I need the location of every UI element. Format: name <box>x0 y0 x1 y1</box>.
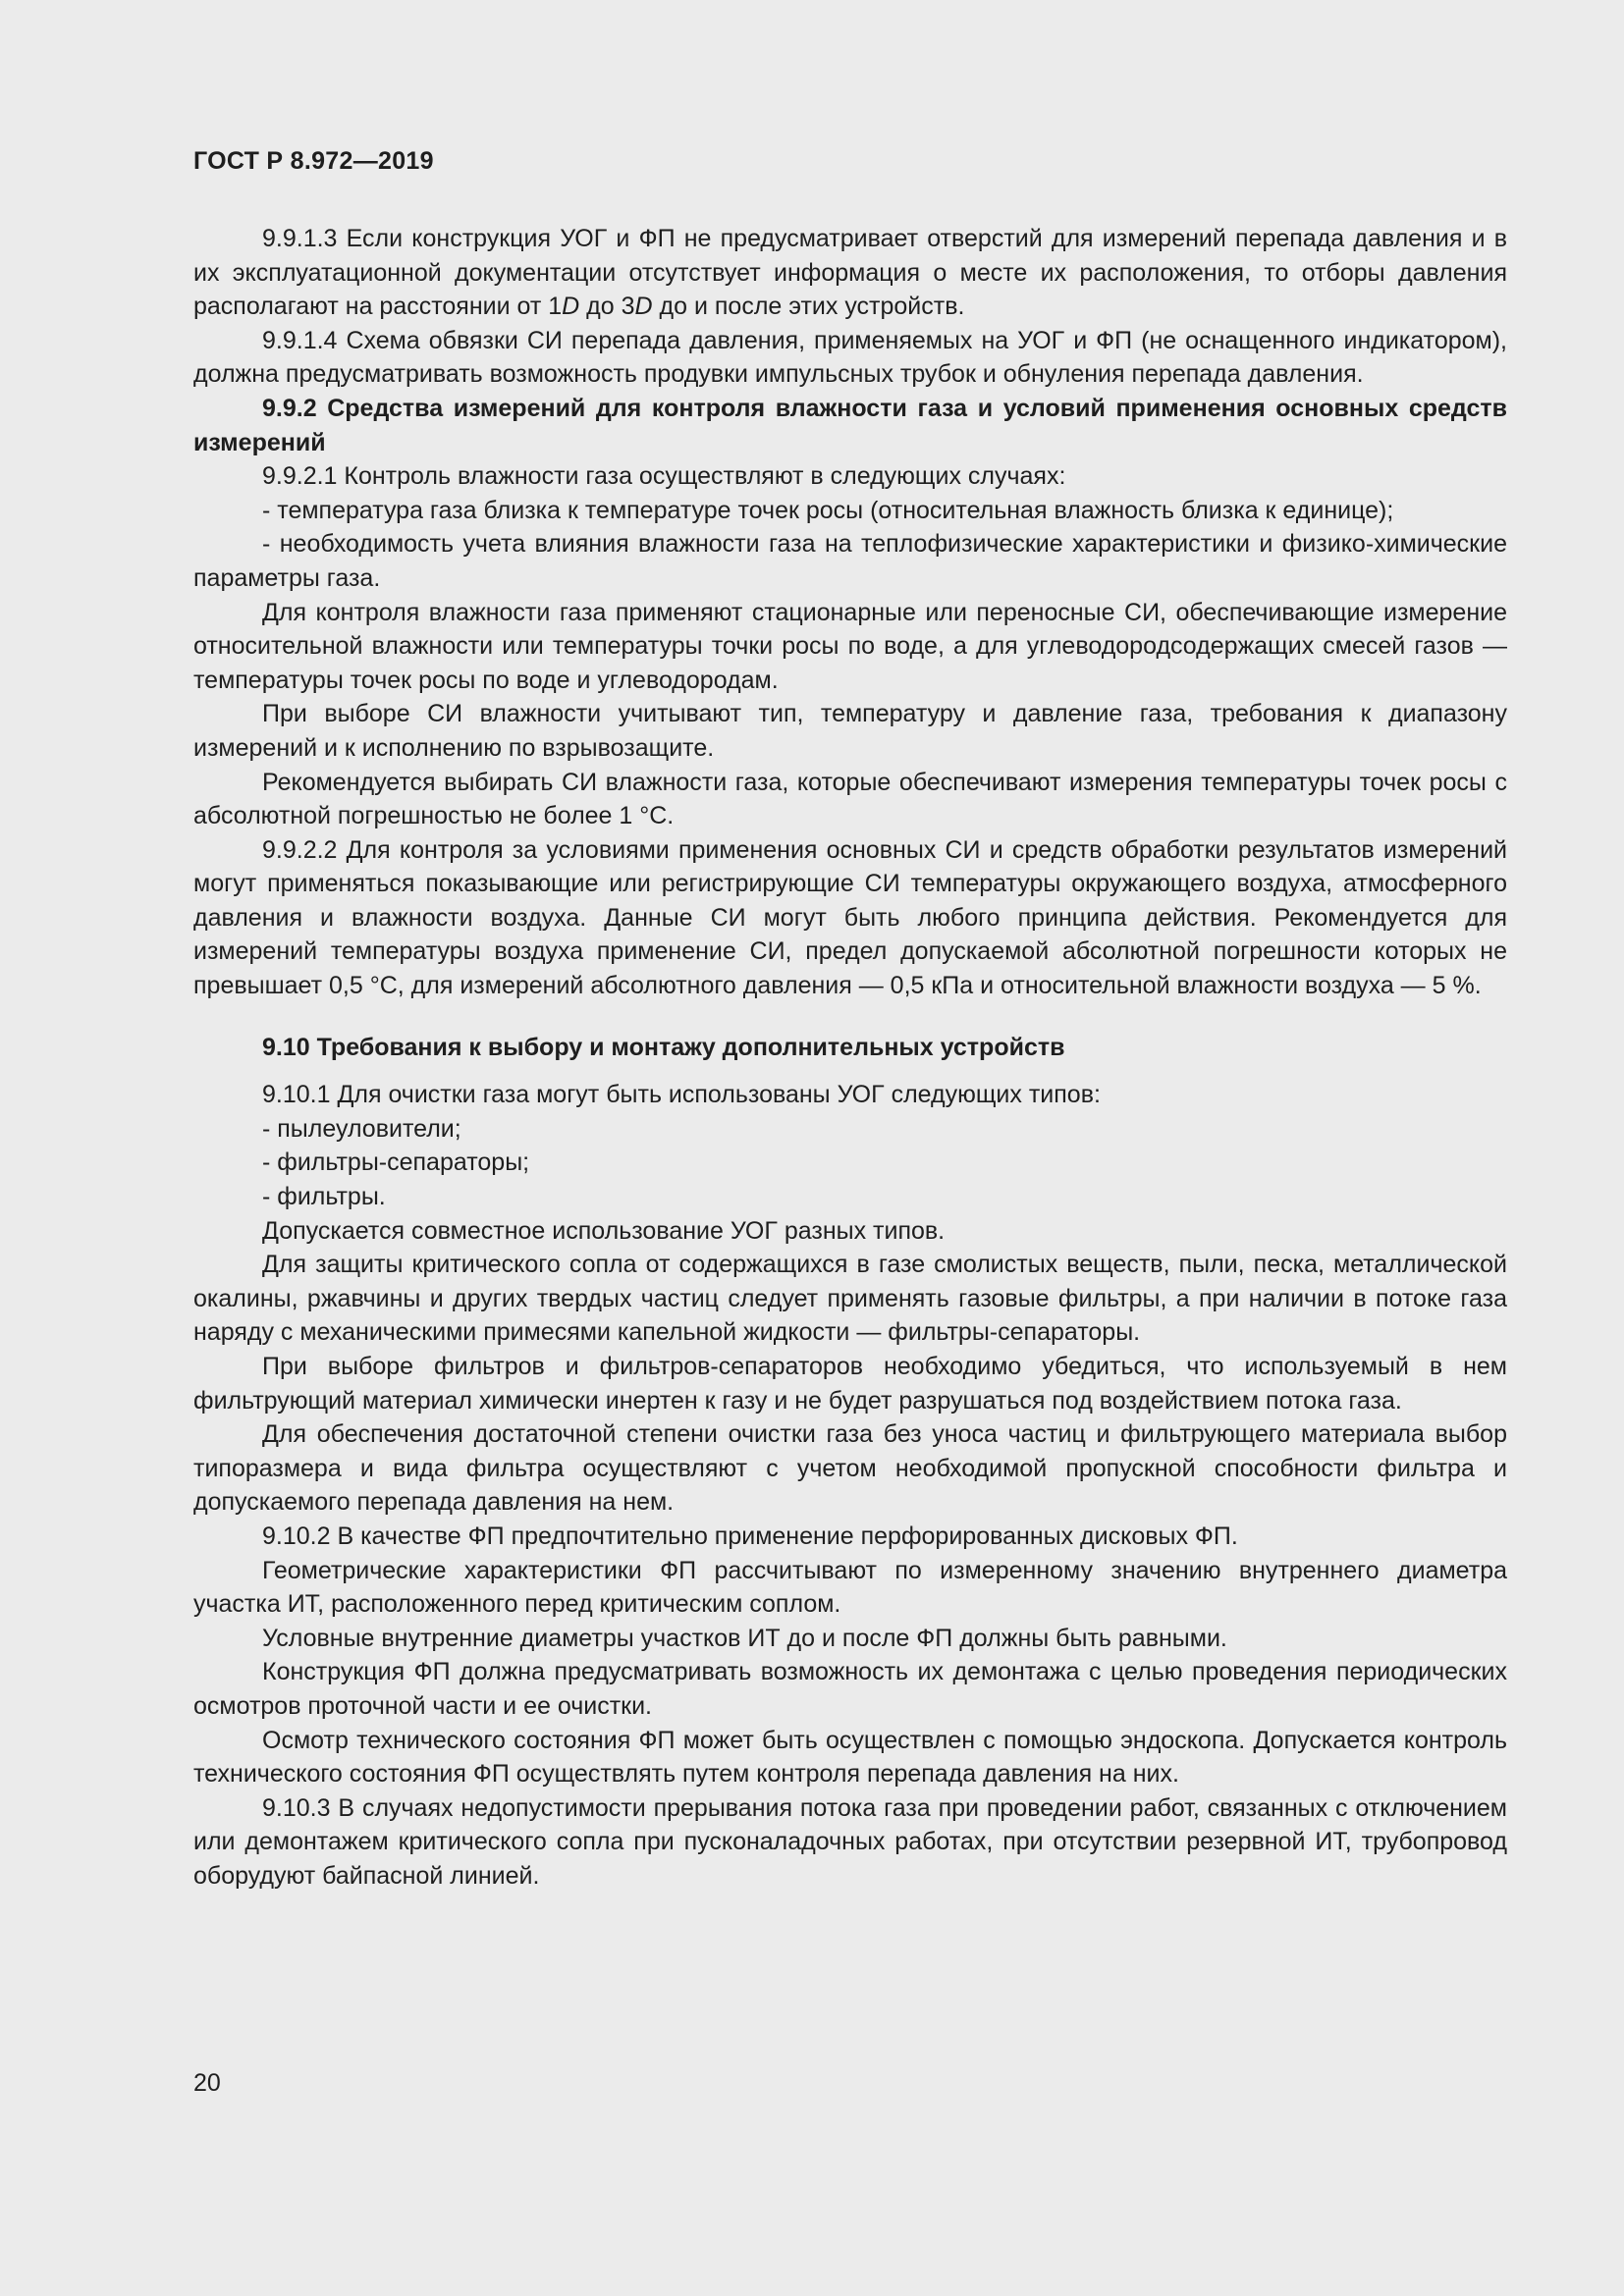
list-item: - пылеуловители; <box>262 1114 461 1143</box>
paragraph-fp-diameters: Условные внутренние диаметры участков ИТ до и после ФП должны быть равными. <box>262 1624 1227 1652</box>
paragraph-text: до 3 <box>579 293 635 321</box>
paragraph-text: до и после этих устройств. <box>652 293 965 321</box>
paragraph-text: 9.9.1.3 Если конструкция УОГ и ФП не предусматривает отверстий для измерений перепада давления и в их эксплуатационной документации отсутствует информация о месте их расположения, то отборы давления располагают на расстоянии от 1 <box>193 225 1507 321</box>
list-item: - температура газа близка к температуре точек росы (относительная влажность близка к единице); <box>262 496 1394 524</box>
document-code-header: ГОСТ Р 8.972—2019 <box>193 147 434 175</box>
paragraph-9-10-1: 9.10.1 Для очистки газа могут быть использованы УОГ следующих типов: <box>262 1081 1101 1109</box>
list-item: - необходимость учета влияния влажности газа на теплофизические характеристики и физико-химические параметры газа. <box>193 530 1507 592</box>
paragraph-filter-sizing: Для обеспечения достаточной степени очистки газа без уноса частиц и фильтрующего материала выбор типоразмера и вида фильтра осуществляют с учетом необходимой пропускной способности фильтра и допускаемого перепада давления на нем. <box>193 1420 1507 1517</box>
paragraph-fp-geometry: Геометрические характеристики ФП рассчитывают по измеренному значению внутреннего диаметра участка ИТ, расположенного перед критическим соплом. <box>193 1556 1507 1619</box>
document-body <box>193 222 1507 1894</box>
paragraph-combined-use: Допускается совместное использование УОГ разных типов. <box>262 1216 946 1245</box>
paragraph-filter-selection: При выборе фильтров и фильтров-сепараторов необходимо убедиться, что используемый в нем фильтрующий материал химически инертен к газу и не будет разрушаться под воздействием потока газа. <box>193 1353 1507 1415</box>
paragraph-9-9-1-4: 9.9.1.4 Схема обвязки СИ перепада давления, применяемых на УОГ и ФП (не оснащенного индикатором), должна предусматривать возможность продувки импульсных трубок и обнуления перепада давления. <box>193 326 1507 389</box>
paragraph-nozzle-protection: Для защиты критического сопла от содержащихся в газе смолистых веществ, пыли, песка, металлической окалины, ржавчины и других твердых частиц следует применять газовые фильтры, а при наличии в потоке газа наряду с механическими примесями капельной жидкости — фильтры-сепараторы. <box>193 1251 1507 1347</box>
diameter-symbol: D <box>634 293 653 321</box>
paragraph-fp-inspection: Осмотр технического состояния ФП может быть осуществлен с помощью эндоскопа. Допускается контроль технического состояния ФП осуществлять путем контроля перепада давления на них. <box>193 1726 1507 1789</box>
list-item: - фильтры. <box>262 1183 386 1211</box>
paragraph-humidity-selection: При выборе СИ влажности учитывают тип, температуру и давление газа, требования к диапазону измерений и к исполнению по взрывозащите. <box>193 700 1507 762</box>
paragraph-9-9-2-1: 9.9.2.1 Контроль влажности газа осуществляют в следующих случаях: <box>262 462 1066 491</box>
heading-9-9-2: 9.9.2 Средства измерений для контроля влажности газа и условий применения основных средств измерений <box>193 394 1507 456</box>
paragraph-9-10-2: 9.10.2 В качестве ФП предпочтительно применение перфорированных дисковых ФП. <box>262 1522 1238 1550</box>
page-number: 20 <box>193 2069 221 2097</box>
list-item: - фильтры-сепараторы; <box>262 1148 530 1177</box>
paragraph-humidity-recommendation: Рекомендуется выбирать СИ влажности газа, которые обеспечивают измерения температуры точек росы с абсолютной погрешностью не более 1 °С. <box>193 768 1507 830</box>
paragraph-9-10-3: 9.10.3 В случаях недопустимости прерывания потока газа при проведении работ, связанных с отключением или демонтажем критического сопла при пусконаладочных работах, при отсутствии резервной ИТ, трубопровод оборудуют байпасной линией. <box>193 1793 1507 1890</box>
heading-9-10: 9.10 Требования к выбору и монтажу дополнительных устройств <box>262 1033 1065 1061</box>
diameter-symbol: D <box>562 293 580 321</box>
paragraph-9-9-2-2: 9.9.2.2 Для контроля за условиями применения основных СИ и средств обработки результатов измерений могут применяться показывающие или регистрирующие СИ температуры окружающего воздуха, атмосферного давления и влажности воздуха. Данные СИ могут быть любого принципа действия. Рекомендуется для измерений температуры воздуха применение СИ, предел допускаемой абсолютной погрешности которых не превышает 0,5 °С, для измерений абсолютного давления — 0,5 кПа и относительной влажности воздуха — 5 %. <box>193 835 1507 1000</box>
paragraph-fp-construction: Конструкция ФП должна предусматривать возможность их демонтажа с целью проведения периодических осмотров проточной части и ее очистки. <box>193 1658 1507 1720</box>
paragraph-humidity-instruments: Для контроля влажности газа применяют стационарные или переносные СИ, обеспечивающие измерение относительной влажности или температуры точки росы по воде, а для углеводородсодержащих смесей газов — температуры точек росы по воде и углеводородам. <box>193 598 1507 694</box>
paragraph-9-9-1-3 <box>193 222 1507 324</box>
